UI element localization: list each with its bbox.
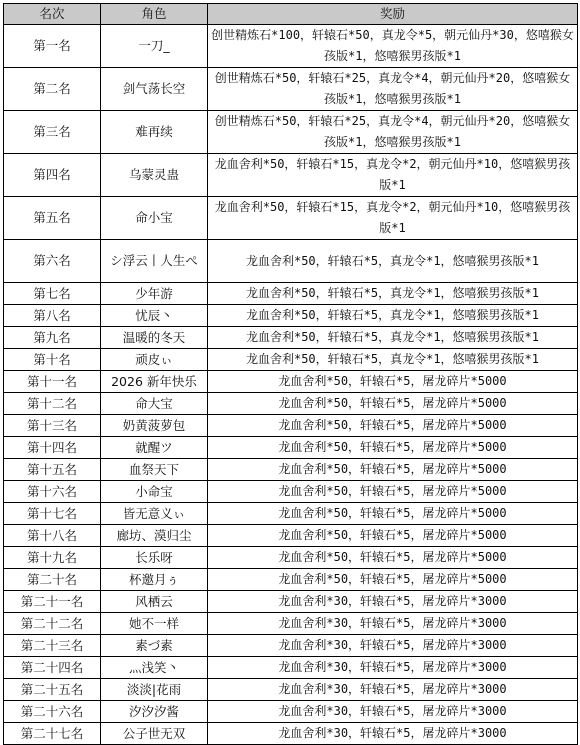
rank-cell: 第二十二名 [4,613,101,635]
table-row [4,547,578,569]
role-cell: 她不一样 [101,613,208,635]
table-row [4,701,578,723]
table-row [4,723,578,745]
role-cell: 忧辰丶 [101,305,208,327]
role-cell: 2026 新年快乐 [101,371,208,393]
reward-cell: 创世精炼石*50，轩辕石*25，真龙令*4，朝元仙丹*20，悠嘻猴女孩版*1，悠嘻猴男孩版*1 [208,111,578,154]
rank-cell: 第二十七名 [4,723,101,745]
reward-cell: 龙血舍利*30，轩辕石*5，屠龙碎片*3000 [208,591,578,613]
role-cell: 顽皮ぃ [101,349,208,371]
rank-cell: 第二十五名 [4,679,101,701]
rank-cell: 第六名 [4,240,101,283]
role-cell: 素づ素 [101,635,208,657]
role-cell: 汐汐汐酱 [101,701,208,723]
table-row [4,197,578,240]
table-row [4,305,578,327]
reward-cell: 龙血舍利*50，轩辕石*15，真龙令*2，朝元仙丹*10，悠嘻猴男孩版*1 [208,154,578,197]
table-row [4,679,578,701]
role-cell: 剑气荡长空 [101,68,208,111]
header-role: 角色 [101,4,208,25]
reward-cell: 龙血舍利*50，轩辕石*5，真龙令*1，悠嘻猴男孩版*1 [208,327,578,349]
table-row [4,503,578,525]
rank-cell: 第九名 [4,327,101,349]
table-row [4,437,578,459]
table-header [4,4,578,25]
role-cell: 长乐呀 [101,547,208,569]
table-row [4,393,578,415]
rank-cell: 第十七名 [4,503,101,525]
role-cell: 一刀_ [101,25,208,68]
reward-cell: 龙血舍利*50，轩辕石*5，屠龙碎片*5000 [208,415,578,437]
role-cell: 灬浅笑丶 [101,657,208,679]
rank-cell: 第二名 [4,68,101,111]
reward-cell: 创世精炼石*50，轩辕石*25，真龙令*4，朝元仙丹*20，悠嘻猴女孩版*1，悠嘻猴男孩版*1 [208,68,578,111]
role-cell: 就醒ツ [101,437,208,459]
reward-cell: 龙血舍利*50，轩辕石*5，真龙令*1，悠嘻猴男孩版*1 [208,240,578,283]
reward-cell: 龙血舍利*30，轩辕石*5，屠龙碎片*3000 [208,613,578,635]
rank-cell: 第二十三名 [4,635,101,657]
table-row [4,111,578,154]
rank-cell: 第十六名 [4,481,101,503]
role-cell: 乌蒙灵蛊 [101,154,208,197]
rank-cell: 第二十六名 [4,701,101,723]
role-cell: 温暖的冬天 [101,327,208,349]
table-row [4,283,578,305]
role-cell: 难再续 [101,111,208,154]
reward-cell: 龙血舍利*30，轩辕石*5，屠龙碎片*3000 [208,701,578,723]
table-row [4,635,578,657]
rank-cell: 第二十四名 [4,657,101,679]
rank-cell: 第十名 [4,349,101,371]
reward-cell: 龙血舍利*30，轩辕石*5，屠龙碎片*3000 [208,723,578,745]
rank-cell: 第二十名 [4,569,101,591]
reward-cell: 龙血舍利*50，轩辕石*5，屠龙碎片*5000 [208,437,578,459]
rank-cell: 第三名 [4,111,101,154]
reward-cell: 龙血舍利*50，轩辕石*5，屠龙碎片*5000 [208,569,578,591]
reward-cell: 龙血舍利*30，轩辕石*5，屠龙碎片*3000 [208,635,578,657]
table-row [4,481,578,503]
rank-cell: 第十五名 [4,459,101,481]
role-cell: 命大宝 [101,393,208,415]
header-row [4,4,578,25]
reward-cell: 龙血舍利*50，轩辕石*5，真龙令*1，悠嘻猴男孩版*1 [208,305,578,327]
table-row [4,68,578,111]
rank-cell: 第七名 [4,283,101,305]
rank-cell: 第十二名 [4,393,101,415]
ranking-rewards-table [3,3,578,745]
role-cell: 公子世无双 [101,723,208,745]
role-cell: 淡淡|花雨 [101,679,208,701]
table-row [4,613,578,635]
reward-cell: 龙血舍利*50，轩辕石*5，真龙令*1，悠嘻猴男孩版*1 [208,349,578,371]
reward-cell: 龙血舍利*50，轩辕石*5，屠龙碎片*5000 [208,371,578,393]
table-row [4,657,578,679]
rank-cell: 第十八名 [4,525,101,547]
table-row [4,371,578,393]
table-row [4,591,578,613]
table-row [4,154,578,197]
reward-cell: 龙血舍利*30，轩辕石*5，屠龙碎片*3000 [208,679,578,701]
role-cell: シ浮云丨人生ぺ [101,240,208,283]
rank-cell: 第五名 [4,197,101,240]
table-row [4,569,578,591]
role-cell: 小命宝 [101,481,208,503]
role-cell: 命小宝 [101,197,208,240]
table-row [4,349,578,371]
table-row [4,240,578,283]
rank-cell: 第十九名 [4,547,101,569]
rank-cell: 第二十一名 [4,591,101,613]
rank-cell: 第十一名 [4,371,101,393]
table-row [4,327,578,349]
header-reward: 奖励 [208,4,578,25]
header-rank: 名次 [4,4,101,25]
table-row [4,415,578,437]
role-cell: 血祭天下 [101,459,208,481]
reward-cell: 龙血舍利*50，轩辕石*15，真龙令*2，朝元仙丹*10，悠嘻猴男孩版*1 [208,197,578,240]
ranking-rewards-document [3,3,578,745]
reward-cell: 龙血舍利*50，轩辕石*5，屠龙碎片*5000 [208,503,578,525]
rank-cell: 第八名 [4,305,101,327]
rank-cell: 第十四名 [4,437,101,459]
role-cell: 皆无意义ぃ [101,503,208,525]
reward-cell: 创世精炼石*100，轩辕石*50，真龙令*5，朝元仙丹*30，悠嘻猴女孩版*1，悠嘻猴男孩版*1 [208,25,578,68]
role-cell: 廊坊、漠归尘 [101,525,208,547]
rank-cell: 第四名 [4,154,101,197]
reward-cell: 龙血舍利*50，轩辕石*5，屠龙碎片*5000 [208,393,578,415]
reward-cell: 龙血舍利*50，轩辕石*5，屠龙碎片*5000 [208,525,578,547]
reward-cell: 龙血舍利*50，轩辕石*5，屠龙碎片*5000 [208,459,578,481]
rank-cell: 第一名 [4,25,101,68]
role-cell: 风栖云 [101,591,208,613]
table-body [4,25,578,745]
reward-cell: 龙血舍利*50，轩辕石*5，真龙令*1，悠嘻猴男孩版*1 [208,283,578,305]
table-row [4,459,578,481]
reward-cell: 龙血舍利*30，轩辕石*5，屠龙碎片*3000 [208,657,578,679]
table-row [4,25,578,68]
role-cell: 奶黄菠萝包 [101,415,208,437]
reward-cell: 龙血舍利*50，轩辕石*5，屠龙碎片*5000 [208,547,578,569]
role-cell: 杯邀月ぅ [101,569,208,591]
rank-cell: 第十三名 [4,415,101,437]
role-cell: 少年游 [101,283,208,305]
reward-cell: 龙血舍利*50，轩辕石*5，屠龙碎片*5000 [208,481,578,503]
table-row [4,525,578,547]
